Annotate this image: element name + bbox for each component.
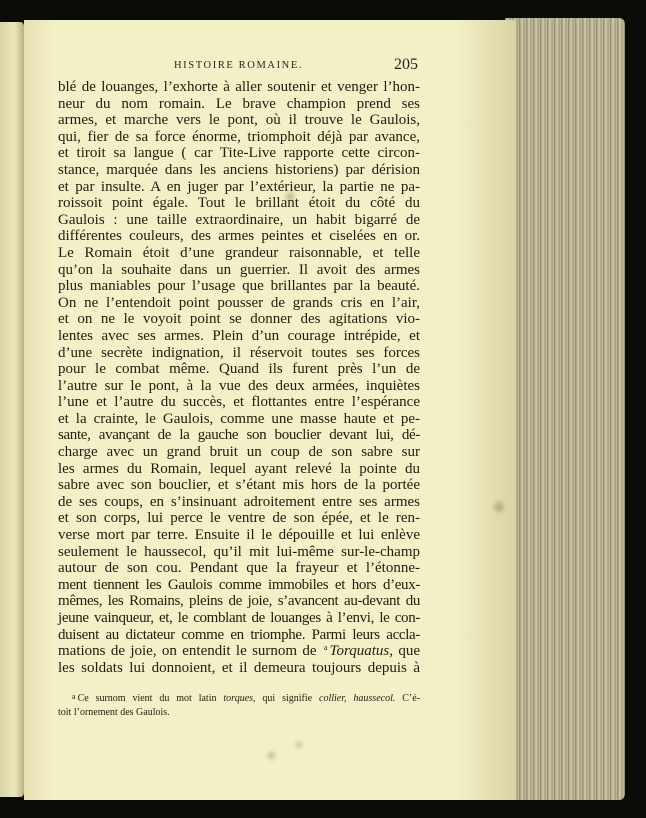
footnote-text: C’é- [402, 693, 421, 704]
text-line: Gaulois : une taille extraordinaire, un habit bigarré de [58, 211, 420, 228]
text-line: mêmes, les Romains, pleins de joie, s’avancent au-devant du [58, 593, 420, 610]
text-line: l’autre sur le pont, à la vue des deux armées, inquiètes [58, 377, 420, 394]
footnote-text: , qui signifie [253, 693, 313, 704]
text-segment: mations de joie, on entendit le surnom de [58, 643, 317, 660]
text-line: et on ne le voyoit point se donner des agitations vio- [58, 311, 420, 328]
text-line: et tiroit sa langue ( car Tite-Live rapporte cette circon- [58, 145, 420, 162]
text-line: les armes du Romain, lequel ayant relevé la pointe du [58, 460, 420, 477]
footnote-line [58, 692, 420, 706]
text-line: les soldats lui donnoient, et il demeura toujours depuis à [58, 659, 420, 676]
text-line: On ne l’entendoit point pousser de grands cris en l’air, [58, 294, 420, 311]
text-line: seulement le haussecol, qu’il mit lui-même sur-le-champ [58, 543, 420, 560]
text-line: autour de son cou. Pendant que la frayeur et l’étonne- [58, 560, 420, 577]
text-line: pour le combat même. Quand ils furent près l’un de [58, 361, 420, 378]
footnote-text: Ce surnom vient du mot latin [77, 693, 217, 704]
text-line [58, 643, 420, 660]
footnote-line: toit l’ornement des Gaulois. [58, 707, 170, 718]
text-line: sante, avançant de la gauche son bouclier devant lui, dé- [58, 427, 420, 444]
footnote-italic: torques [223, 693, 254, 704]
paper-stain [494, 502, 504, 512]
page-header [24, 56, 516, 76]
facing-page-edge [0, 22, 24, 797]
text-line: neur du nom romain. Le brave champion prend ses [58, 95, 420, 112]
page-number: 205 [394, 56, 418, 73]
footnote-italic: collier, haussecol. [319, 693, 396, 704]
paper-stain [296, 742, 302, 748]
paper-stain [268, 752, 275, 759]
footnote [58, 692, 420, 720]
book-page [24, 20, 516, 800]
paper-stain [286, 192, 294, 202]
text-line: stance, marquée dans les anciens historiens) par dérision [58, 161, 420, 178]
text-line: roissoit point égale. Tout le brillant étoit du côté du [58, 195, 420, 212]
body-text [58, 79, 420, 676]
text-line: et son corps, lui perce le ventre de son épée, et le ren- [58, 510, 420, 527]
text-line: jeune vainqueur, et, le comblant de louanges à l’envi, le con- [58, 610, 420, 626]
text-line: différentes couleurs, des armes peintes et ciselées en or. [58, 228, 420, 245]
text-line: qui, fier de sa force énorme, triomphoit déjà par avance, [58, 128, 420, 145]
text-line: duisent au dictateur comme en triomphe. Parmi leurs accla- [58, 626, 420, 643]
footnote-marker: a [72, 692, 76, 701]
text-line: qu’on la souhaite dans un guerrier. Il avoit des armes [58, 261, 420, 278]
book-page-edges [505, 18, 625, 800]
text-line: de ses coups, en s’insinuant adroitement entre ses armes [58, 493, 420, 510]
text-line: verse mort par terre. Ensuite il le dépouille et lui enlève [58, 527, 420, 544]
text-line: l’une et l’autre du succès, et flottantes entre l’espérance [58, 394, 420, 411]
text-segment: , que [389, 643, 420, 660]
text-line: charge avec un grand bruit un coup de son sabre sur [58, 444, 420, 461]
text-line: blé de louanges, l’exhorte à aller soutenir et venger l’hon- [58, 79, 420, 95]
text-line: et par insulte. A en juger par l’extérieur, la partie ne pa- [58, 178, 420, 195]
text-line: armes, et marche vers le pont, où il trouve le Gaulois, [58, 112, 420, 129]
text-line: Le Romain étoit d’une grandeur raisonnable, et telle [58, 244, 420, 261]
text-line: ment tiennent les Gaulois comme immobiles et hors d’eux- [58, 576, 420, 593]
text-line: lentes avec ses armes. Plein d’un courage intrépide, et [58, 327, 420, 344]
text-line: et la crainte, le Gaulois, comme une masse haute et pe- [58, 410, 420, 427]
text-line: sabre avec son bouclier, et s’étant mis hors de la portée [58, 477, 420, 494]
text-line: plus maniables pour l’usage que brillantes par la beauté. [58, 278, 420, 295]
italic-term: Torquatus [329, 643, 390, 660]
text-line: d’une secrète indignation, il réservoit toutes ses forces [58, 344, 420, 361]
running-title: HISTOIRE ROMAINE. [174, 60, 304, 71]
footnote-reference: a [323, 643, 328, 653]
